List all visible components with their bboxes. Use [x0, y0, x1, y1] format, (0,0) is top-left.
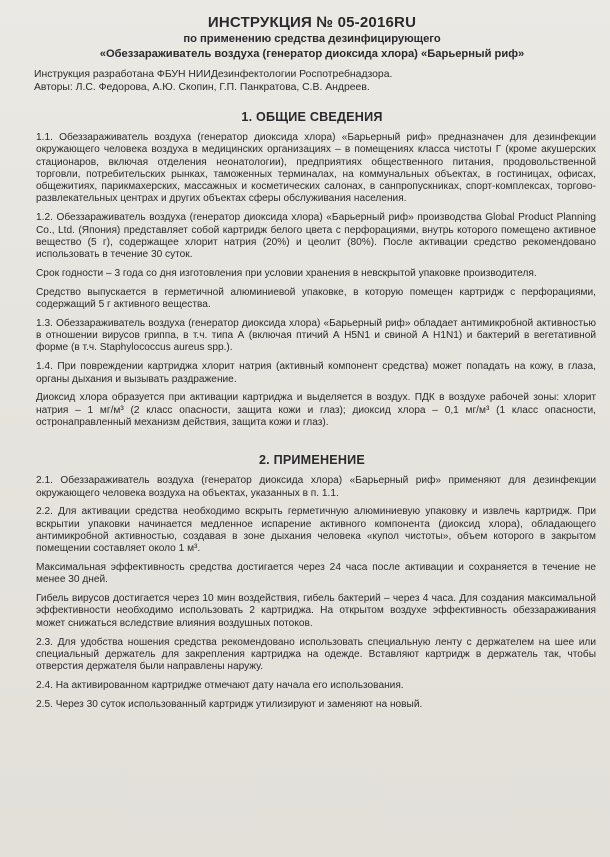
paragraph-packaging: Средство выпускается в герметичной алюминиевой упаковке, в которую помещен картридж с перфорациями, содержащий 5 г активного вещества.	[36, 286, 596, 311]
paragraph-1-2: 1.2. Обеззараживатель воздуха (генератор диоксида хлора) «Барьерный риф» производства Global Product Planning Co., Ltd. (Япония) представляет собой картридж белого цвета с перфорациями, внутрь которого помещено активное вещество (5 г), содержащее хлорит натрия (20%) и цеолит (80%). После активации средство рекомендовано использовать в течение 30 суток.	[36, 212, 596, 261]
paragraph-shelf-life: Срок годности – 3 года со дня изготовления при условии хранения в невскрытой упаковке производителя.	[36, 267, 537, 279]
paragraph-virus-death: Гибель вирусов достигается через 10 мин воздействия, гибель бактерий – через 4 часа. Для создания максимальной эффективности необходимо использовать 2 картриджа. На открытом воздухе эффективность обеззараживания может снижаться вследствие влияния воздушных потоков.	[36, 593, 596, 629]
paragraph-1-1: 1.1. Обеззараживатель воздуха (генератор диоксида хлора) «Барьерный риф» предназначен для дезинфекции окружающего человека воздуха в медицинских организациях – в помещениях класса чистоты Г (кроме акушерских стационаров, включая отделения неонатологии), предприятиях общественного питания, продовольственной торговли, потребительских рынках, таможенных терминалах, на коммунальных объектах, в гостиницах, офисах, общежитиях, парикмахерских, массажных и косметических салонах, в санпропускниках, спорт-комплексах, торгово-развлекательных центрах и других объектах сферы обслуживания населения.	[36, 132, 596, 205]
paragraph-2-3: 2.3. Для удобства ношения средства рекомендовано использовать специальную ленту с держателем на шее или специальный держатель для закрепления картриджа на одежде. Вставляют картридж в держатель так, чтобы отверстия держателя были направлены наружу.	[36, 636, 596, 673]
paragraph-2-4: 2.4. На активированном картридже отмечают дату начала его использования.	[36, 679, 404, 691]
authors-line: Авторы: Л.С. Федорова, А.Ю. Скопин, Г.П. Панкратова, С.В. Андреев.	[34, 82, 370, 93]
document-subtitle-1: по применению средства дезинфицирующего	[183, 33, 441, 45]
paragraph-2-1: 2.1. Обеззараживатель воздуха (генератор диоксида хлора) «Барьерный риф» применяют для дезинфекции окружающего человека воздуха на объектах, указанных в п. 1.1.	[36, 475, 596, 499]
section-2-body	[28, 475, 596, 711]
document-title: ИНСТРУКЦИЯ № 05-2016RU	[207, 14, 417, 31]
document-subtitle-2: «Обеззараживатель воздуха (генератор диоксида хлора) «Барьерный риф»	[99, 48, 525, 60]
paragraph-1-4: 1.4. При повреждении картриджа хлорит натрия (активный компонент средства) может попадать на кожу, в глаза, органы дыхания и вызывать раздражение.	[36, 361, 596, 385]
paragraph-max-efficiency: Максимальная эффективность средства достигается через 24 часа после активации и сохраняется в течение не менее 30 дней.	[36, 562, 596, 586]
section-1-body	[28, 132, 596, 429]
paragraph-1-3: 1.3. Обеззараживатель воздуха (генератор диоксида хлора) «Барьерный риф» обладает антимикробной активностью в отношении вирусов гриппа, в т.ч. типа А (включая птичий А H5N1 и свиной А H1N1) и бактерий в вегетативной форме (в т.ч. Staphylococcus aureus spp.).	[36, 317, 596, 354]
developer-note: Инструкция разработана ФБУН НИИДезинфектологии Роспотребнадзора.	[34, 69, 393, 80]
section-1-heading: 1. ОБЩИЕ СВЕДЕНИЯ	[241, 110, 383, 124]
paragraph-2-5: 2.5. Через 30 суток использованный картридж утилизируют и заменяют на новый.	[36, 698, 423, 710]
paragraph-2-2: 2.2. Для активации средства необходимо вскрыть герметичную алюминиевую упаковку и извлечь картридж. При вскрытии упаковки начинается медленное испарение активного компонента (диоксид хлора), обладающего антимикробной активностью, создавая в зоне дыхания человека «купол чистоты», объем которого в закрытом помещении составляет около 1 м³.	[36, 506, 596, 555]
section-2-heading: 2. ПРИМЕНЕНИЕ	[258, 453, 366, 468]
paragraph-chlorine-dioxide: Диоксид хлора образуется при активации картриджа и выделяется в воздух. ПДК в воздухе рабочей зоны: хлорит натрия – 1 мг/м³ (2 класс опасности, защита кожи и глаз); диоксид хлора – 0,1 мг/м³ (1 класс опасности, остронаправленный механизм действия, защита кожи и глаз).	[36, 392, 596, 428]
